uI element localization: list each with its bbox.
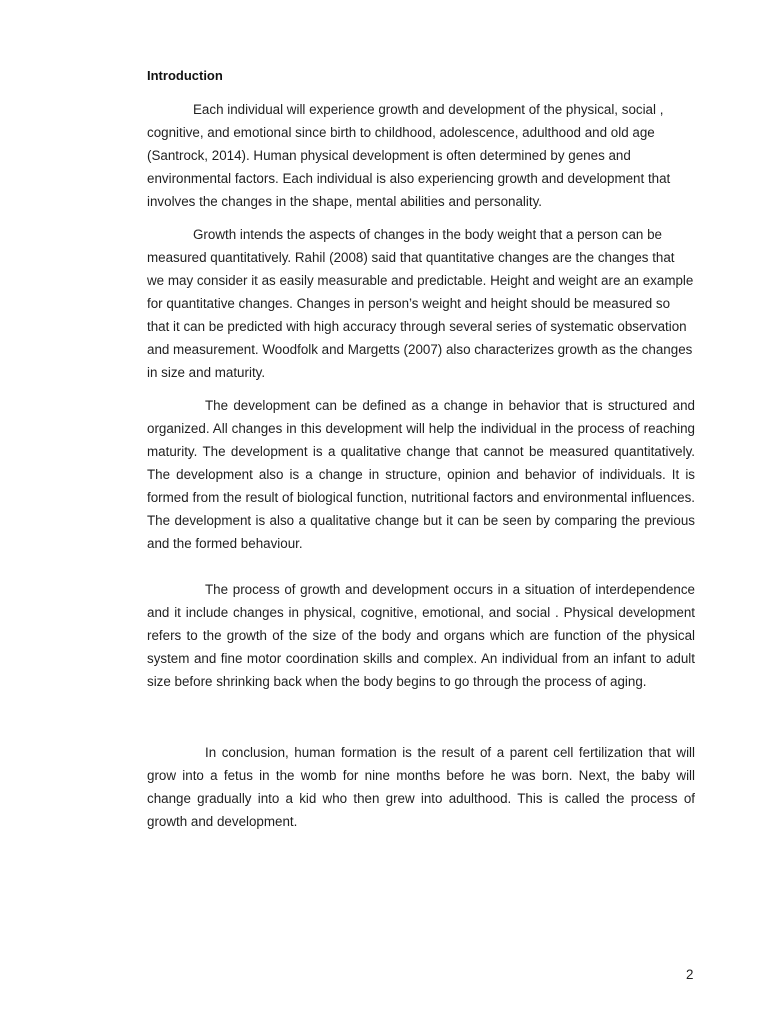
paragraph-conclusion: In conclusion, human formation is the result of a parent cell fertilization that will grow into a fetus in the womb for nine months before he was born. Next, the baby will change gradually into a kid who then grew into adulthood. This is called the process of growth and development.: [147, 745, 695, 829]
paragraph-introduction: Each individual will experience growth and development of the physical, social , cognitive, and emotional since birth to childhood, adolescence, adulthood and old age (Santrock, 2014). Human physical development is often determined by genes and environmental factors. Each individual is also experiencing growth and development that involves the changes in the shape, mental abilities and personality.: [147, 102, 671, 209]
paragraph-growth: Growth intends the aspects of changes in the body weight that a person can be measured quantitatively. Rahil (2008) said that quantitative changes are the changes that we may consider it as easily measurable and predictable. Height and weight are an example for quantitative changes. Changes in person’s weight and height should be measured so that it can be predicted with high accuracy through several series of systematic observation and measurement. Woodfolk and Margetts (2007) also characterizes growth as the changes in size and maturity.: [147, 227, 694, 380]
paragraph-process: The process of growth and development occurs in a situation of interdependence and it include changes in physical, cognitive, emotional, and social . Physical development refers to the growth of the size of the body and organs which are function of the physical system and fine motor coordination skills and complex. An individual from an infant to adult size before shrinking back when the body begins to go through the process of aging.: [147, 582, 695, 689]
paragraph-development: The development can be defined as a change in behavior that is structured and organized. All changes in this development will help the individual in the process of reaching maturity. The development is a qualitative change that cannot be measured quantitatively. The development also is a change in structure, opinion and behavior of individuals. It is formed from the result of biological function, nutritional factors and environmental influences. The development is also a qualitative change but it can be seen by comparing the previous and the formed behaviour.: [147, 398, 695, 551]
section-heading: Introduction: [147, 68, 223, 83]
page-number: 2: [686, 967, 694, 982]
